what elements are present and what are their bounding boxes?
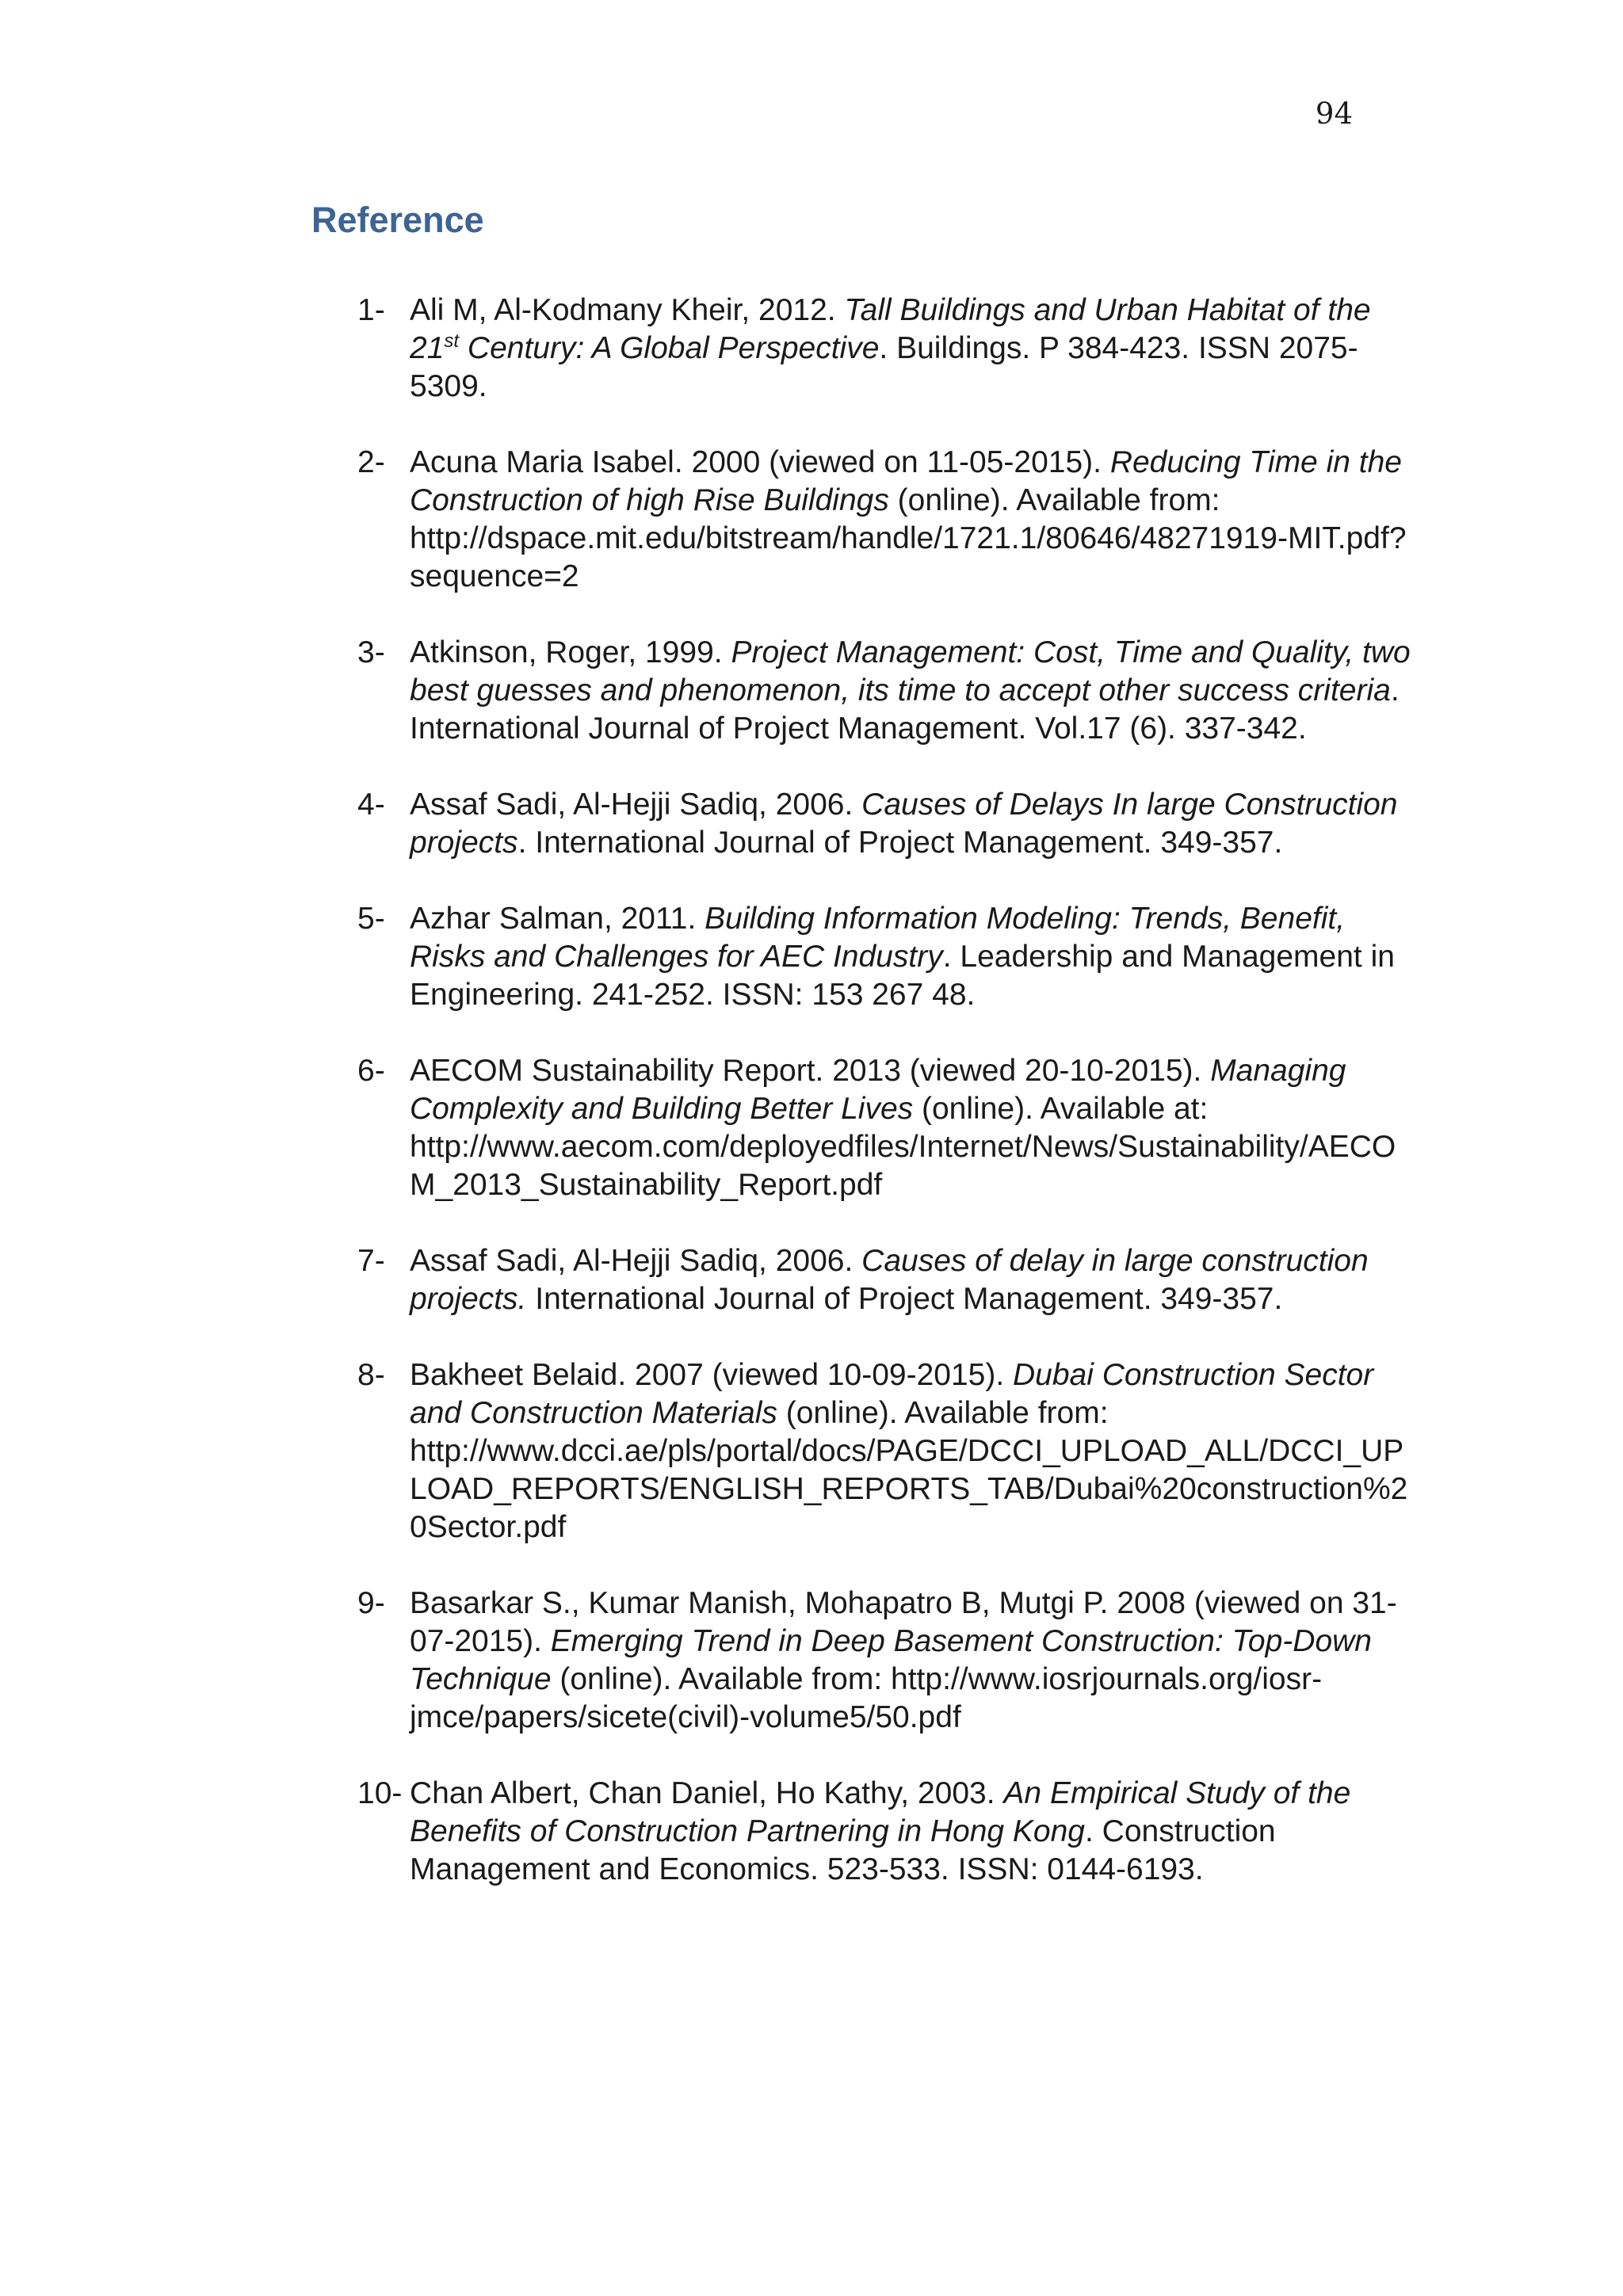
reference-number: 7- [357,1244,385,1278]
reference-text [410,900,1411,1014]
reference-item [357,1242,1411,1318]
reference-item [357,1775,1411,1889]
reference-text-segment: Ali M, Al-Kodmany Kheir, 2012. [410,293,845,327]
reference-text-segment: Basarkar S., Kumar Manish, Mohapatro B, Mutgi P. 2008 (viewed on 31-07-2015). [410,1586,1397,1658]
reference-title-italic: Century: A Global Perspective [459,331,880,365]
reference-item [357,634,1411,748]
reference-title-italic: Dubai Construction Sector and Construction Materials [410,1358,1374,1430]
reference-text-segment: Assaf Sadi, Al-Hejji Sadiq, 2006. [410,788,862,822]
reference-text [410,1356,1411,1547]
superscript-text: st [444,330,460,352]
reference-number: 10- [357,1776,403,1810]
reference-number: 2- [357,445,385,479]
reference-text-segment: Chan Albert, Chan Daniel, Ho Kathy, 2003. [410,1776,1004,1810]
reference-title-italic: Managing Complexity and Building Better Lives [410,1054,1346,1126]
reference-text-segment: (online). Available from: http://www.iosrjournals.org/iosr-jmce/papers/sicete(civil)-volume5/50.pdf [410,1662,1323,1734]
page-number: 94 [1315,97,1353,131]
reference-text-segment: Bakheet Belaid. 2007 (viewed 10-09-2015). [410,1358,1013,1392]
reference-item [357,1356,1411,1547]
reference-text [410,786,1411,862]
reference-number: 4- [357,788,385,822]
reference-title-italic: Building Information Modeling: Trends, Benefit, Risks and Challenges for AEC Industry [410,902,1346,974]
reference-text-segment: Acuna Maria Isabel. 2000 (viewed on 11-05-2015). [410,445,1110,479]
reference-text-segment: Atkinson, Roger, 1999. [410,635,731,669]
reference-text [410,1585,1411,1737]
reference-text [410,1775,1411,1889]
reference-text [410,292,1411,406]
reference-text [410,1242,1411,1318]
reference-text-segment: . Leadership and Management in Engineering. 241-252. ISSN: 153 267 48. [410,940,1395,1012]
reference-title-italic: Emerging Trend in Deep Basement Construction: Top-Down Technique [410,1624,1372,1696]
reference-title-italic: Tall Buildings and Urban Habitat of the 21 [410,293,1371,365]
reference-text-segment: . Buildings. P 384-423. ISSN 2075-5309. [410,331,1358,403]
reference-title-italic: Reducing Time in the Construction of high Rise Buildings [410,445,1402,517]
reference-text [410,444,1411,596]
reference-number: 3- [357,635,385,669]
reference-item [357,786,1411,862]
reference-item [357,1052,1411,1204]
reference-title-italic: Causes of delay in large construction projects. [410,1244,1369,1316]
reference-text [410,634,1411,748]
reference-number: 8- [357,1358,385,1392]
reference-text-segment: Assaf Sadi, Al-Hejji Sadiq, 2006. [410,1244,862,1278]
reference-number: 5- [357,902,385,936]
reference-text-segment: AECOM Sustainability Report. 2013 (viewed 20-10-2015). [410,1054,1211,1088]
reference-text-segment: (online). Available at: http://www.aecom.com/deployedfiles/Internet/News/Sustainability/AECOM_2013_Sustainability_Report.pdf [410,1092,1396,1202]
reference-text-segment: (online). Available from: http://dspace.mit.edu/bitstream/handle/1721.1/80646/48271919-MIT.pdf?sequence=2 [410,483,1407,593]
references-heading: Reference [311,200,484,240]
reference-list [357,292,1411,1927]
reference-text [410,1052,1411,1204]
reference-text-segment: Azhar Salman, 2011. [410,902,705,936]
reference-text-segment: . International Journal of Project Management. 349-357. [517,826,1283,860]
reference-item [357,292,1411,406]
reference-item [357,1585,1411,1737]
reference-title-italic: Causes of Delays In large Construction projects [410,788,1398,860]
reference-item [357,900,1411,1014]
reference-title-italic: An Empirical Study of the Benefits of Construction Partnering in Hong Kong [410,1776,1351,1848]
reference-text-segment: . Construction Management and Economics. 523-533. ISSN: 0144-6193. [410,1814,1276,1886]
reference-text-segment: . International Journal of Project Management. Vol.17 (6). 337-342. [410,673,1400,746]
reference-number: 6- [357,1054,385,1088]
reference-number: 1- [357,293,385,327]
reference-title-italic: Project Management: Cost, Time and Quality, two best guesses and phenomenon, its time to accept other success criteria [410,635,1411,707]
reference-number: 9- [357,1586,385,1620]
reference-text-segment: International Journal of Project Management. 349-357. [526,1282,1283,1316]
reference-item [357,444,1411,596]
reference-text-segment: (online). Available from: http://www.dcci.ae/pls/portal/docs/PAGE/DCCI_UPLOAD_ALL/DCCI_UPLOAD_REPORTS/ENGLISH_REPORTS_TAB/Dubai%20construction%20Sector.pdf [410,1396,1408,1544]
